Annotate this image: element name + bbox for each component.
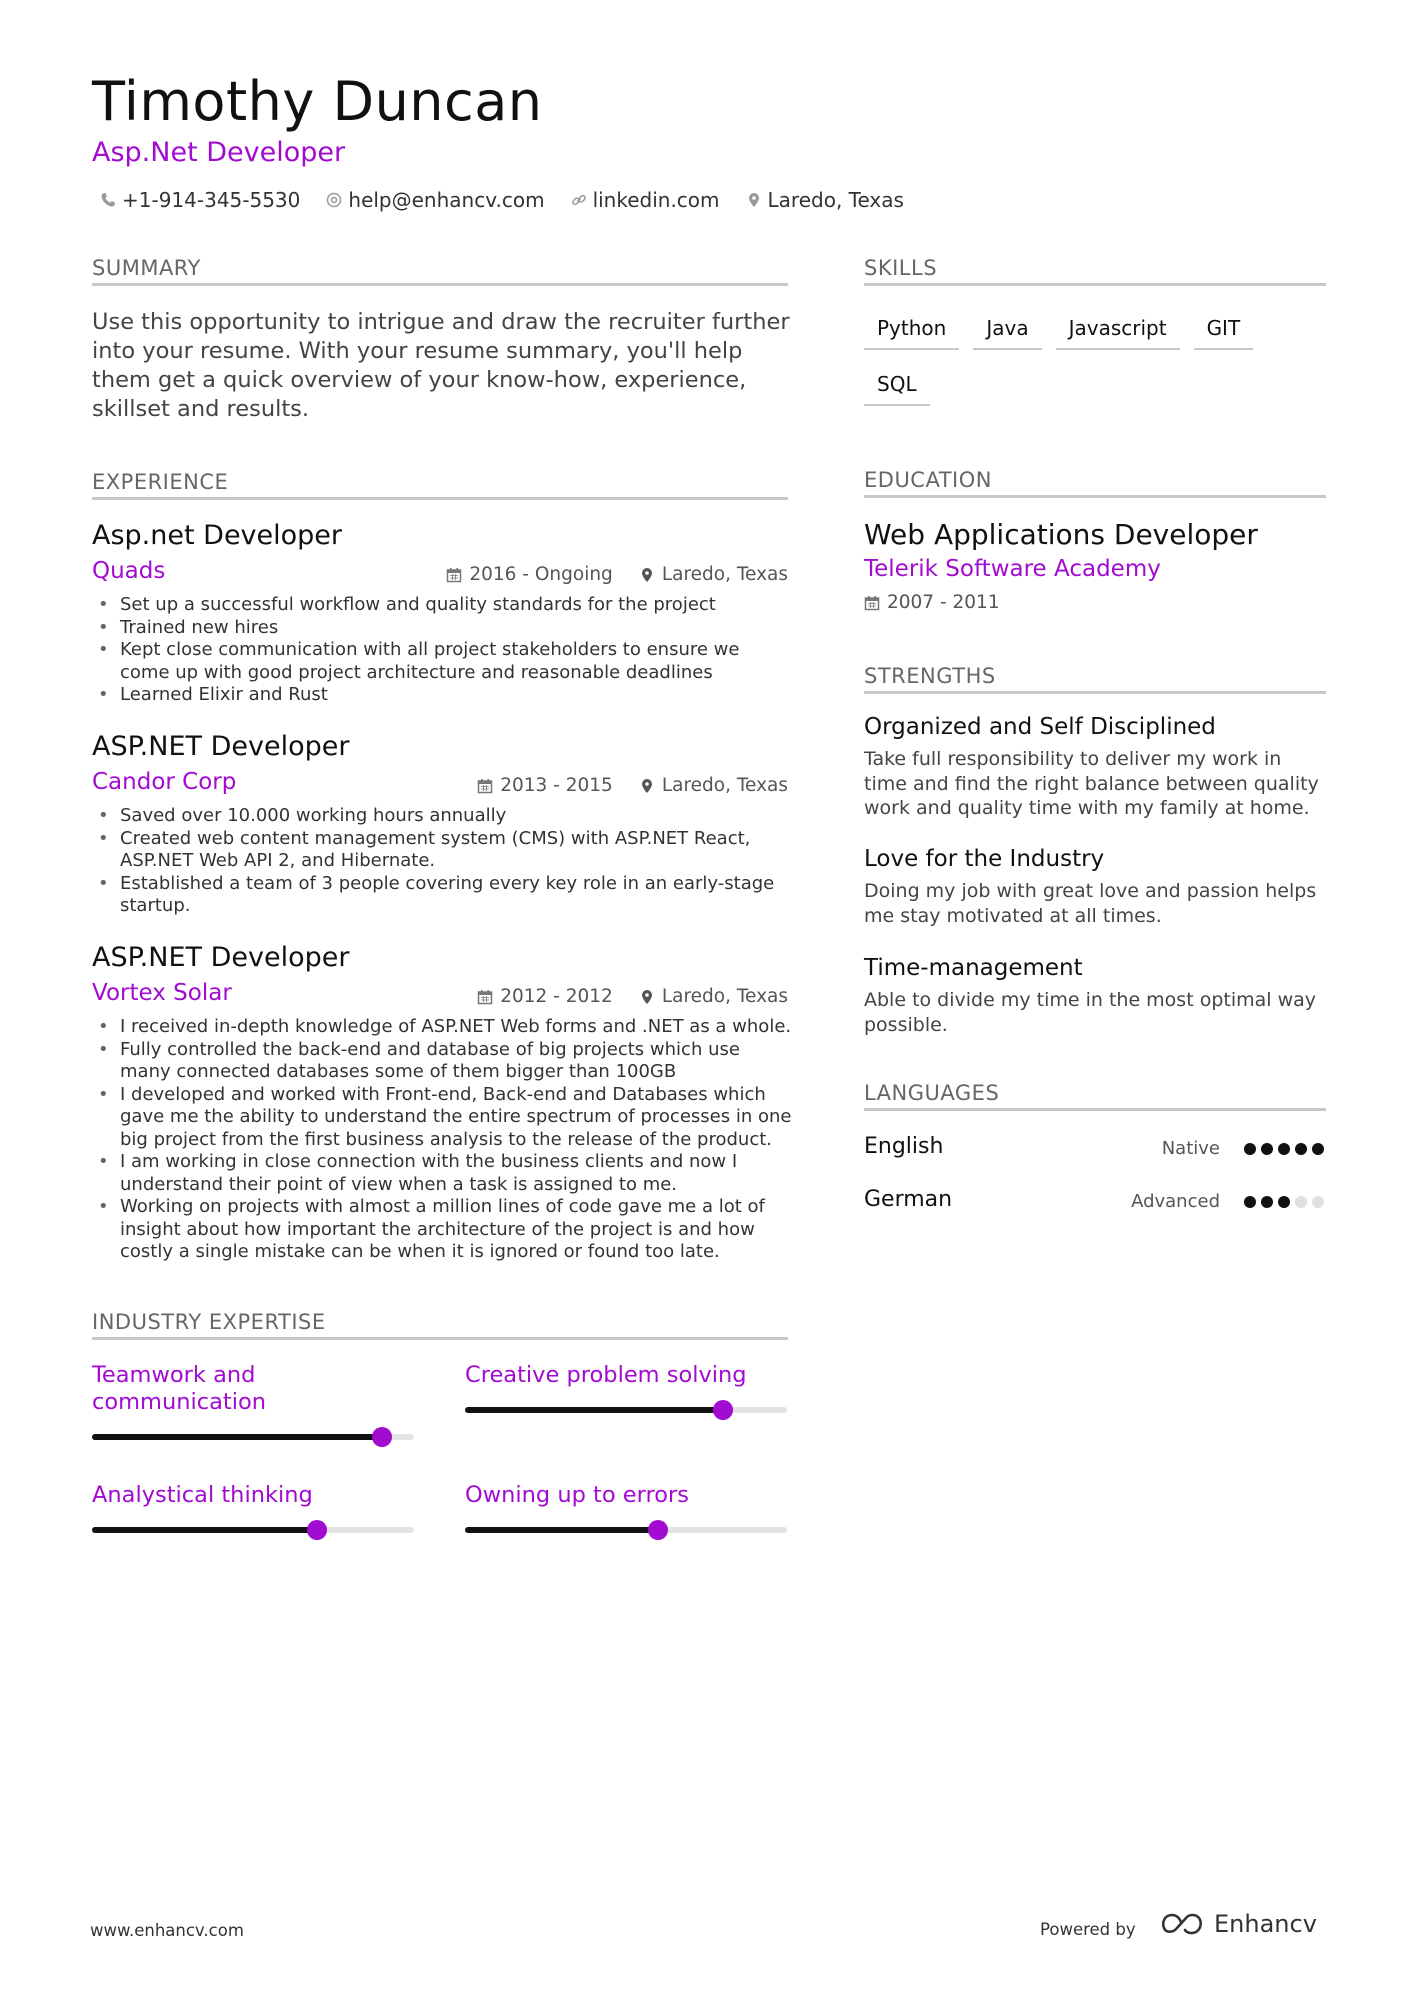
list-item: • Established a team of 3 people covering every key role in an early-stage startup. [92,873,792,918]
job-location: Laredo, Texas [661,775,788,796]
phone-text: +1-914-345-5530 [122,188,301,212]
language-name: English [864,1134,944,1159]
summary-heading: SUMMARY [92,256,788,286]
expertise-slider [465,1407,787,1413]
list-item: • Kept close communication with all project stakeholders to ensure we come up with good project architecture and reasonable deadlines [92,639,792,684]
phone-icon [100,192,116,208]
skill-tag: Java [973,316,1041,350]
experience-heading: EXPERIENCE [92,470,788,500]
list-item: • I developed and worked with Front-end, Back-end and Databases which gave me the ability to understand the entire spectrum of processes in one big project from the first business analysis to the release of the product. [92,1084,792,1152]
language-dot [1312,1196,1324,1208]
job-meta [477,986,788,1007]
job-dates: 2016 - Ongoing [469,564,613,585]
education-heading: EDUCATION [864,468,1326,498]
location-pin-icon [639,778,655,794]
footer-brand[interactable] [1160,1910,1317,1938]
strength-title: Love for the Industry [864,846,1105,872]
education-meta [864,592,1000,613]
language-dot [1295,1143,1307,1155]
skills-row [864,372,930,406]
education-dates: 2007 - 2011 [887,592,1000,613]
link-icon [571,192,587,208]
list-item: • Created web content management system (CMS) with ASP.NET React, ASP.NET Web API 2, and Hibernate. [92,828,792,873]
skills-row [864,316,1253,350]
job-title: ASP.NET Developer [92,731,350,762]
contact-email[interactable] [326,188,544,212]
strength-desc: Able to divide my time in the most optimal way possible. [864,989,1317,1036]
enhancv-logo-icon [1160,1911,1206,1937]
resume-name: Timothy Duncan [92,70,543,133]
footer-website[interactable]: www.enhancv.com [90,1921,244,1940]
list-item: • I am working in close connection with the business clients and now I understand their point of view when a task is assigned to me. [92,1151,792,1196]
slider-fill [465,1527,658,1533]
list-item: • Saved over 10.000 working hours annually [92,805,792,828]
strength-desc: Doing my job with great love and passion helps me stay motivated at all times. [864,880,1317,927]
at-icon [326,192,342,208]
language-dot [1244,1196,1256,1208]
strength-title: Time-management [864,955,1083,981]
company-name: Candor Corp [92,769,237,795]
contact-location [746,188,904,212]
language-dot [1278,1143,1290,1155]
company-name: Vortex Solar [92,980,232,1006]
slider-fill [465,1407,723,1413]
slider-knob [372,1427,392,1447]
skill-tag: GIT [1194,316,1254,350]
expertise-label: Owning up to errors [465,1482,689,1508]
language-dot [1295,1196,1307,1208]
calendar-icon [864,595,880,611]
summary-text: Use this opportunity to intrigue and draw the recruiter further into your resume. With your resume summary, you'll help them get a quick overview of your know-how, experience, skillset and results. [92,309,790,422]
footer-brand-name: Enhancv [1214,1910,1317,1938]
slider-knob [713,1400,733,1420]
language-dots [1244,1143,1324,1155]
expertise-label: Analystical thinking [92,1482,313,1508]
education-school: Telerik Software Academy [864,556,1161,582]
skill-tag: Python [864,316,959,350]
list-item: • Learned Elixir and Rust [92,684,792,707]
expertise-slider [92,1527,414,1533]
calendar-icon [477,989,493,1005]
language-dot [1244,1143,1256,1155]
education-degree: Web Applications Developer [864,518,1258,551]
calendar-icon [446,567,462,583]
footer-powered-by: Powered by [1040,1920,1136,1939]
linkedin-text: linkedin.com [592,188,720,212]
expertise-slider [92,1434,414,1440]
calendar-icon [477,778,493,794]
slider-knob [307,1520,327,1540]
list-item: • Working on projects with almost a million lines of code gave me a lot of insight about how important the architecture of the project is and how costly a single mistake can be when it is ignored or found too late. [92,1196,792,1264]
expertise-label: Creative problem solving [465,1362,747,1388]
language-dots [1244,1196,1324,1208]
skill-tag: Javascript [1056,316,1180,350]
list-item: • Fully controlled the back-end and database of big projects which use many connected databases some of them bigger than 100GB [92,1039,792,1084]
job-dates: 2013 - 2015 [500,775,613,796]
email-text: help@enhancv.com [348,188,545,212]
contact-bar [100,188,904,212]
list-item: • I received in-depth knowledge of ASP.NET Web forms and .NET as a whole. [92,1016,792,1039]
job-bullets [92,594,792,707]
location-text: Laredo, Texas [767,188,904,212]
expertise-slider [465,1527,787,1533]
list-item: • Trained new hires [92,617,792,640]
languages-heading: LANGUAGES [864,1081,1326,1111]
location-pin-icon [639,567,655,583]
job-role: Asp.Net Developer [92,137,346,168]
language-level: Native [1161,1138,1220,1159]
contact-linkedin[interactable] [571,188,720,212]
strength-desc: Take full responsibility to deliver my work in time and find the right balance between quality work and quality time with my family at home. [864,748,1319,819]
contact-phone[interactable] [100,188,300,212]
job-bullets [92,805,792,918]
language-level: Advanced [1131,1191,1220,1212]
job-location: Laredo, Texas [661,564,788,585]
language-dot [1312,1143,1324,1155]
expertise-heading: INDUSTRY EXPERTISE [92,1310,788,1340]
strengths-heading: STRENGTHS [864,664,1326,694]
skills-heading: SKILLS [864,256,1326,286]
location-pin-icon [746,192,762,208]
job-location: Laredo, Texas [661,986,788,1007]
skill-tag: SQL [864,372,930,406]
location-pin-icon [639,989,655,1005]
slider-fill [92,1434,382,1440]
slider-fill [92,1527,317,1533]
job-meta [446,564,788,585]
language-dot [1261,1196,1273,1208]
job-meta [477,775,788,796]
company-name: Quads [92,558,166,584]
job-dates: 2012 - 2012 [500,986,613,1007]
language-dot [1278,1196,1290,1208]
language-dot [1261,1143,1273,1155]
strength-title: Organized and Self Disciplined [864,714,1216,740]
job-title: ASP.NET Developer [92,942,350,973]
slider-knob [648,1520,668,1540]
job-bullets [92,1016,792,1264]
list-item: • Set up a successful workflow and quality standards for the project [92,594,792,617]
job-title: Asp.net Developer [92,520,343,551]
expertise-label: Teamwork and communication [92,1362,267,1415]
language-name: German [864,1187,953,1212]
